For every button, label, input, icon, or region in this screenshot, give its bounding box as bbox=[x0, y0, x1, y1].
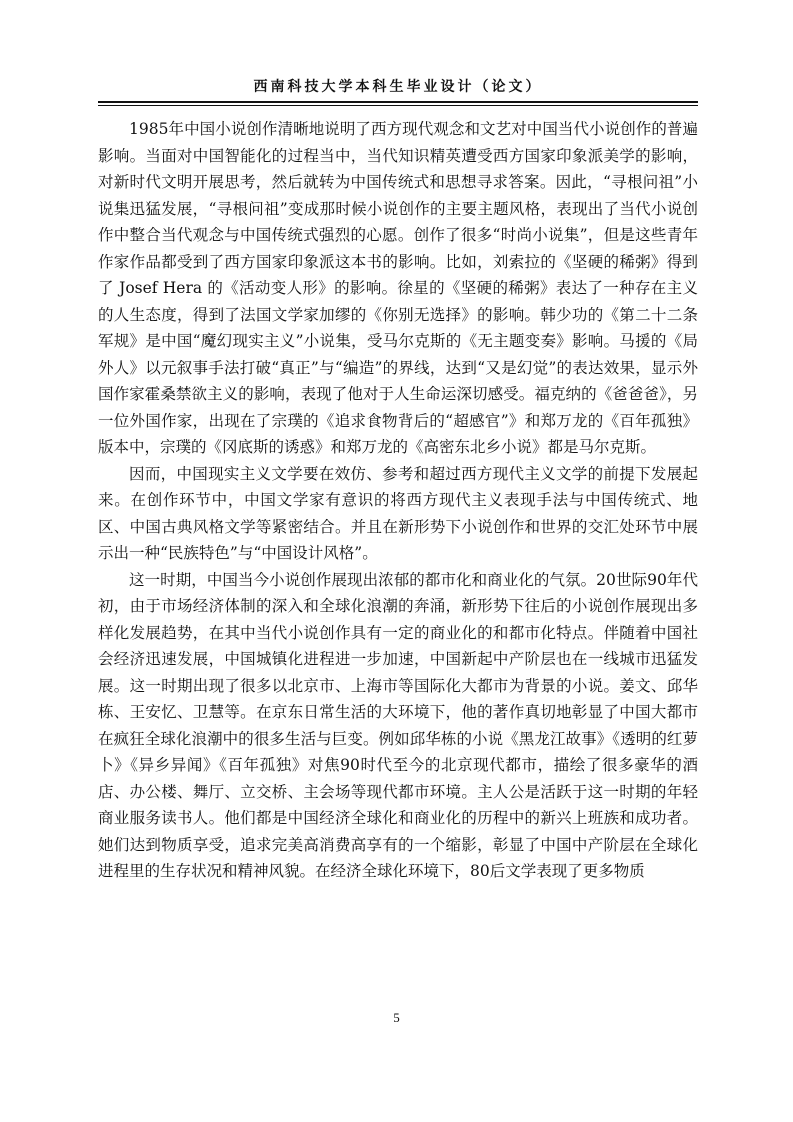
page-number: 5 bbox=[393, 1010, 400, 1025]
header-rule-thin bbox=[98, 105, 698, 106]
paragraph: 因而，中国现实主义文学要在效仿、参考和超过西方现代主义文学的前提下发展起来。在创作环节中，中国文学家有意识的将西方现代主义表现手法与中国传统式、地区、中国古典风格文学等紧密结合。并且在新形势下小说创作和世界的交汇处环节中展示出一种“民族特色”与“中国设计风格”。 bbox=[98, 464, 698, 562]
paragraph: 这一时期，中国当今小说创作展现出浓郁的都市化和商业化的气氛。20世际90年代初，由于市场经济体制的深入和全球化浪潮的奔涌，新形势下往后的小说创作展现出多样化发展趋势，在其中当代小说创作具有一定的商业化的和都市化特点。伴随着中国社会经济迅速发展，中国城镇化进程进一步加速，中国新起中产阶层也在一线城市迅猛发展。这一时期出现了很多以北京市、上海市等国际化大都市为背景的小说。姜文、邱华栋、王安忆、卫慧等。在京东日常生活的大环境下，他的著作真切地彰显了中国大都市在疯狂全球化浪潮中的很多生活与巨变。例如邱华栋的小说《黑龙江故事》《透明的红萝卜》《异乡异闻》《百年孤独》对焦90时代至今的北京现代都市，描绘了很多豪华的酒店、办公楼、舞厅、立交桥、主会场等现代都市环境。主人公是活跃于这一时期的年轻商业服务读书人。他们都是中国经济全球化和商业化的历程中的新兴上班族和成功者。她们达到物质享受，追求完美高消费高享有的一个缩影，彰显了中国中产阶层在全球化进程里的生存状况和精神风貌。在经济全球化环境下，80后文学表现了更多物质 bbox=[98, 570, 698, 880]
running-header: 西南科技大学本科生毕业设计（论文） bbox=[253, 79, 543, 95]
header-rule-thick bbox=[98, 101, 698, 103]
paragraph: 1985年中国小说创作清晰地说明了西方现代观念和文艺对中国当代小说创作的普遍影响。当面对中国智能化的过程当中，当代知识精英遭受西方国家印象派美学的影响，对新时代文明开展思考，然后就转为中国传统式和思想寻求答案。因此，“寻根问祖”小说集迅猛发展，“寻根问祖”变成那时候小说创作的主要主题风格，表现出了当代小说创作中整合当代观念与中国传统式强烈的心愿。创作了很多“时尚小说集”，但是这些青年作家作品都受到了西方国家印象派这本书的影响。比如，刘索拉的《坚硬的稀粥》得到了 Josef Hera 的《活动变人形》的影响。徐星的《坚硬的稀粥》表达了一种存在主义的人生态度，得到了法国文学家加缪的《你别无选择》的影响。韩少功的《第二十二条军规》是中国“魔幻现实主义”小说集，受马尔克斯的《无主题变奏》影响。马援的《局外人》以元叙事手法打破“真正”与“编造”的界线，达到“又是幻觉”的表达效果，显示外国作家霍桑禁欲主义的影响，表现了他对于人生命运深切感受。福克纳的《爸爸爸》，另一位外国作家，出现在了宗璞的《追求食物背后的“超感官”》和郑万龙的《百年孤独》版本中，宗璞的《冈底斯的诱惑》和郑万龙的《高密东北乡小说》都是马尔克斯。 bbox=[98, 120, 698, 456]
body-text bbox=[98, 116, 698, 885]
